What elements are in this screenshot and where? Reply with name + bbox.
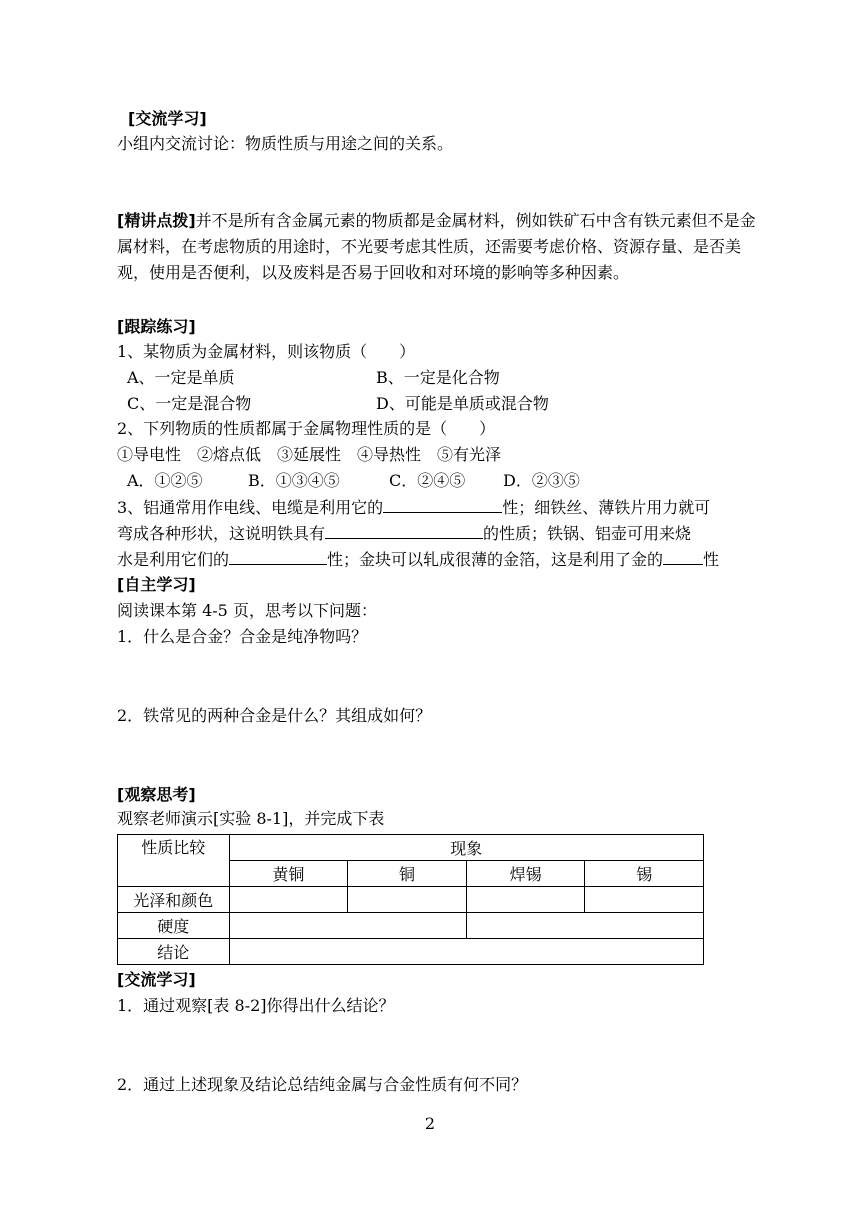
table-row-label: 结论 xyxy=(118,939,230,965)
table-cell[interactable] xyxy=(229,887,348,913)
question-1: 1、某物质为金属材料，则该物质（ ） xyxy=(117,342,416,361)
q2-option-c: C．②④⑤ xyxy=(389,471,466,490)
q2-option-a: A．①②⑤ xyxy=(127,471,203,490)
table-cell[interactable] xyxy=(348,887,467,913)
exchange-question-2: 2．通过上述现象及结论总结纯金属与合金性质有何不同？ xyxy=(117,1075,528,1094)
q3-text: 性 xyxy=(703,550,720,569)
question-3-line-1 xyxy=(117,496,710,519)
q3-text: 弯成各种形状，这说明铁具有 xyxy=(117,524,326,543)
section-heading-exchange: [交流学习] xyxy=(128,109,207,128)
answer-blank[interactable] xyxy=(229,548,327,565)
q1-option-d: D、可能是单质或混合物 xyxy=(376,394,549,413)
q3-text: 水是利用它们的 xyxy=(117,550,230,569)
answer-blank[interactable] xyxy=(325,522,483,539)
table-cell[interactable] xyxy=(466,913,703,939)
observation-table xyxy=(117,834,704,965)
table-header-material: 锡 xyxy=(585,861,704,887)
section-heading-key-points: [精讲点拨] xyxy=(117,211,196,230)
table-header-property: 性质比较 xyxy=(118,835,230,887)
q3-text: 性；细铁丝、薄铁片用力就可 xyxy=(502,498,711,517)
table-header-material: 铜 xyxy=(348,861,467,887)
section-heading-self-study: [自主学习] xyxy=(117,575,196,594)
table-row-label: 光泽和颜色 xyxy=(118,887,230,913)
q1-option-a: A、一定是单质 xyxy=(127,368,235,387)
self-study-question-1: 1．什么是合金？合金是纯净物吗？ xyxy=(117,627,368,646)
table-cell[interactable] xyxy=(229,939,703,965)
table-header-material: 黄铜 xyxy=(229,861,348,887)
self-study-intro: 阅读课本第 4-5 页，思考以下问题： xyxy=(117,601,377,620)
page-number: 2 xyxy=(424,1114,436,1133)
q2-option-d: D．②③⑤ xyxy=(503,471,580,490)
section-heading-exchange-2: [交流学习] xyxy=(117,970,196,989)
answer-blank[interactable] xyxy=(383,496,502,513)
q2-option-b: B．①③④⑤ xyxy=(248,471,340,490)
exchange-question-1: 1．通过观察[表 8-2]你得出什么结论？ xyxy=(117,996,395,1015)
question-2: 2、下列物质的性质都属于金属物理性质的是（ ） xyxy=(117,419,496,438)
table-row-label: 硬度 xyxy=(118,913,230,939)
q3-text: 的性质；铁锅、铝壶可用来烧 xyxy=(483,524,692,543)
table-header-phenomenon: 现象 xyxy=(229,835,703,861)
q1-option-c: C、一定是混合物 xyxy=(127,394,252,413)
q3-text: 性；金块可以轧成很薄的金箔，这是利用了金的 xyxy=(327,550,664,569)
section-heading-observe: [观察思考] xyxy=(117,785,196,804)
answer-blank[interactable] xyxy=(663,548,703,565)
section-heading-practice: [跟踪练习] xyxy=(117,317,196,336)
key-points-text: 并不是所有含金属元素的物质都是金属材料，例如铁矿石中含有铁元素但不是金属材料，在考虑物质的用途时，不光要考虑其性质，还需要考虑价格、资源存量、是否美观，使用是否便利，以及废料是否易于回收和对环境的影响等多种因素。 xyxy=(117,211,756,282)
observe-intro: 观察老师演示[实验 8-1]，并完成下表 xyxy=(117,809,385,828)
q2-items: ①导电性 ②熔点低 ③延展性 ④导热性 ⑤有光泽 xyxy=(117,445,502,464)
question-3-line-3 xyxy=(117,548,719,571)
q1-option-b: B、一定是化合物 xyxy=(376,368,500,387)
question-3-line-2 xyxy=(117,522,691,545)
self-study-question-2: 2．铁常见的两种合金是什么？其组成如何？ xyxy=(117,706,432,725)
key-points-paragraph xyxy=(117,208,757,286)
table-cell[interactable] xyxy=(229,913,466,939)
exchange-text: 小组内交流讨论：物质性质与用途之间的关系。 xyxy=(117,134,454,153)
q3-text: 3、铝通常用作电线、电缆是利用它的 xyxy=(117,498,384,517)
table-cell[interactable] xyxy=(466,887,585,913)
table-header-material: 焊锡 xyxy=(466,861,585,887)
table-cell[interactable] xyxy=(585,887,704,913)
